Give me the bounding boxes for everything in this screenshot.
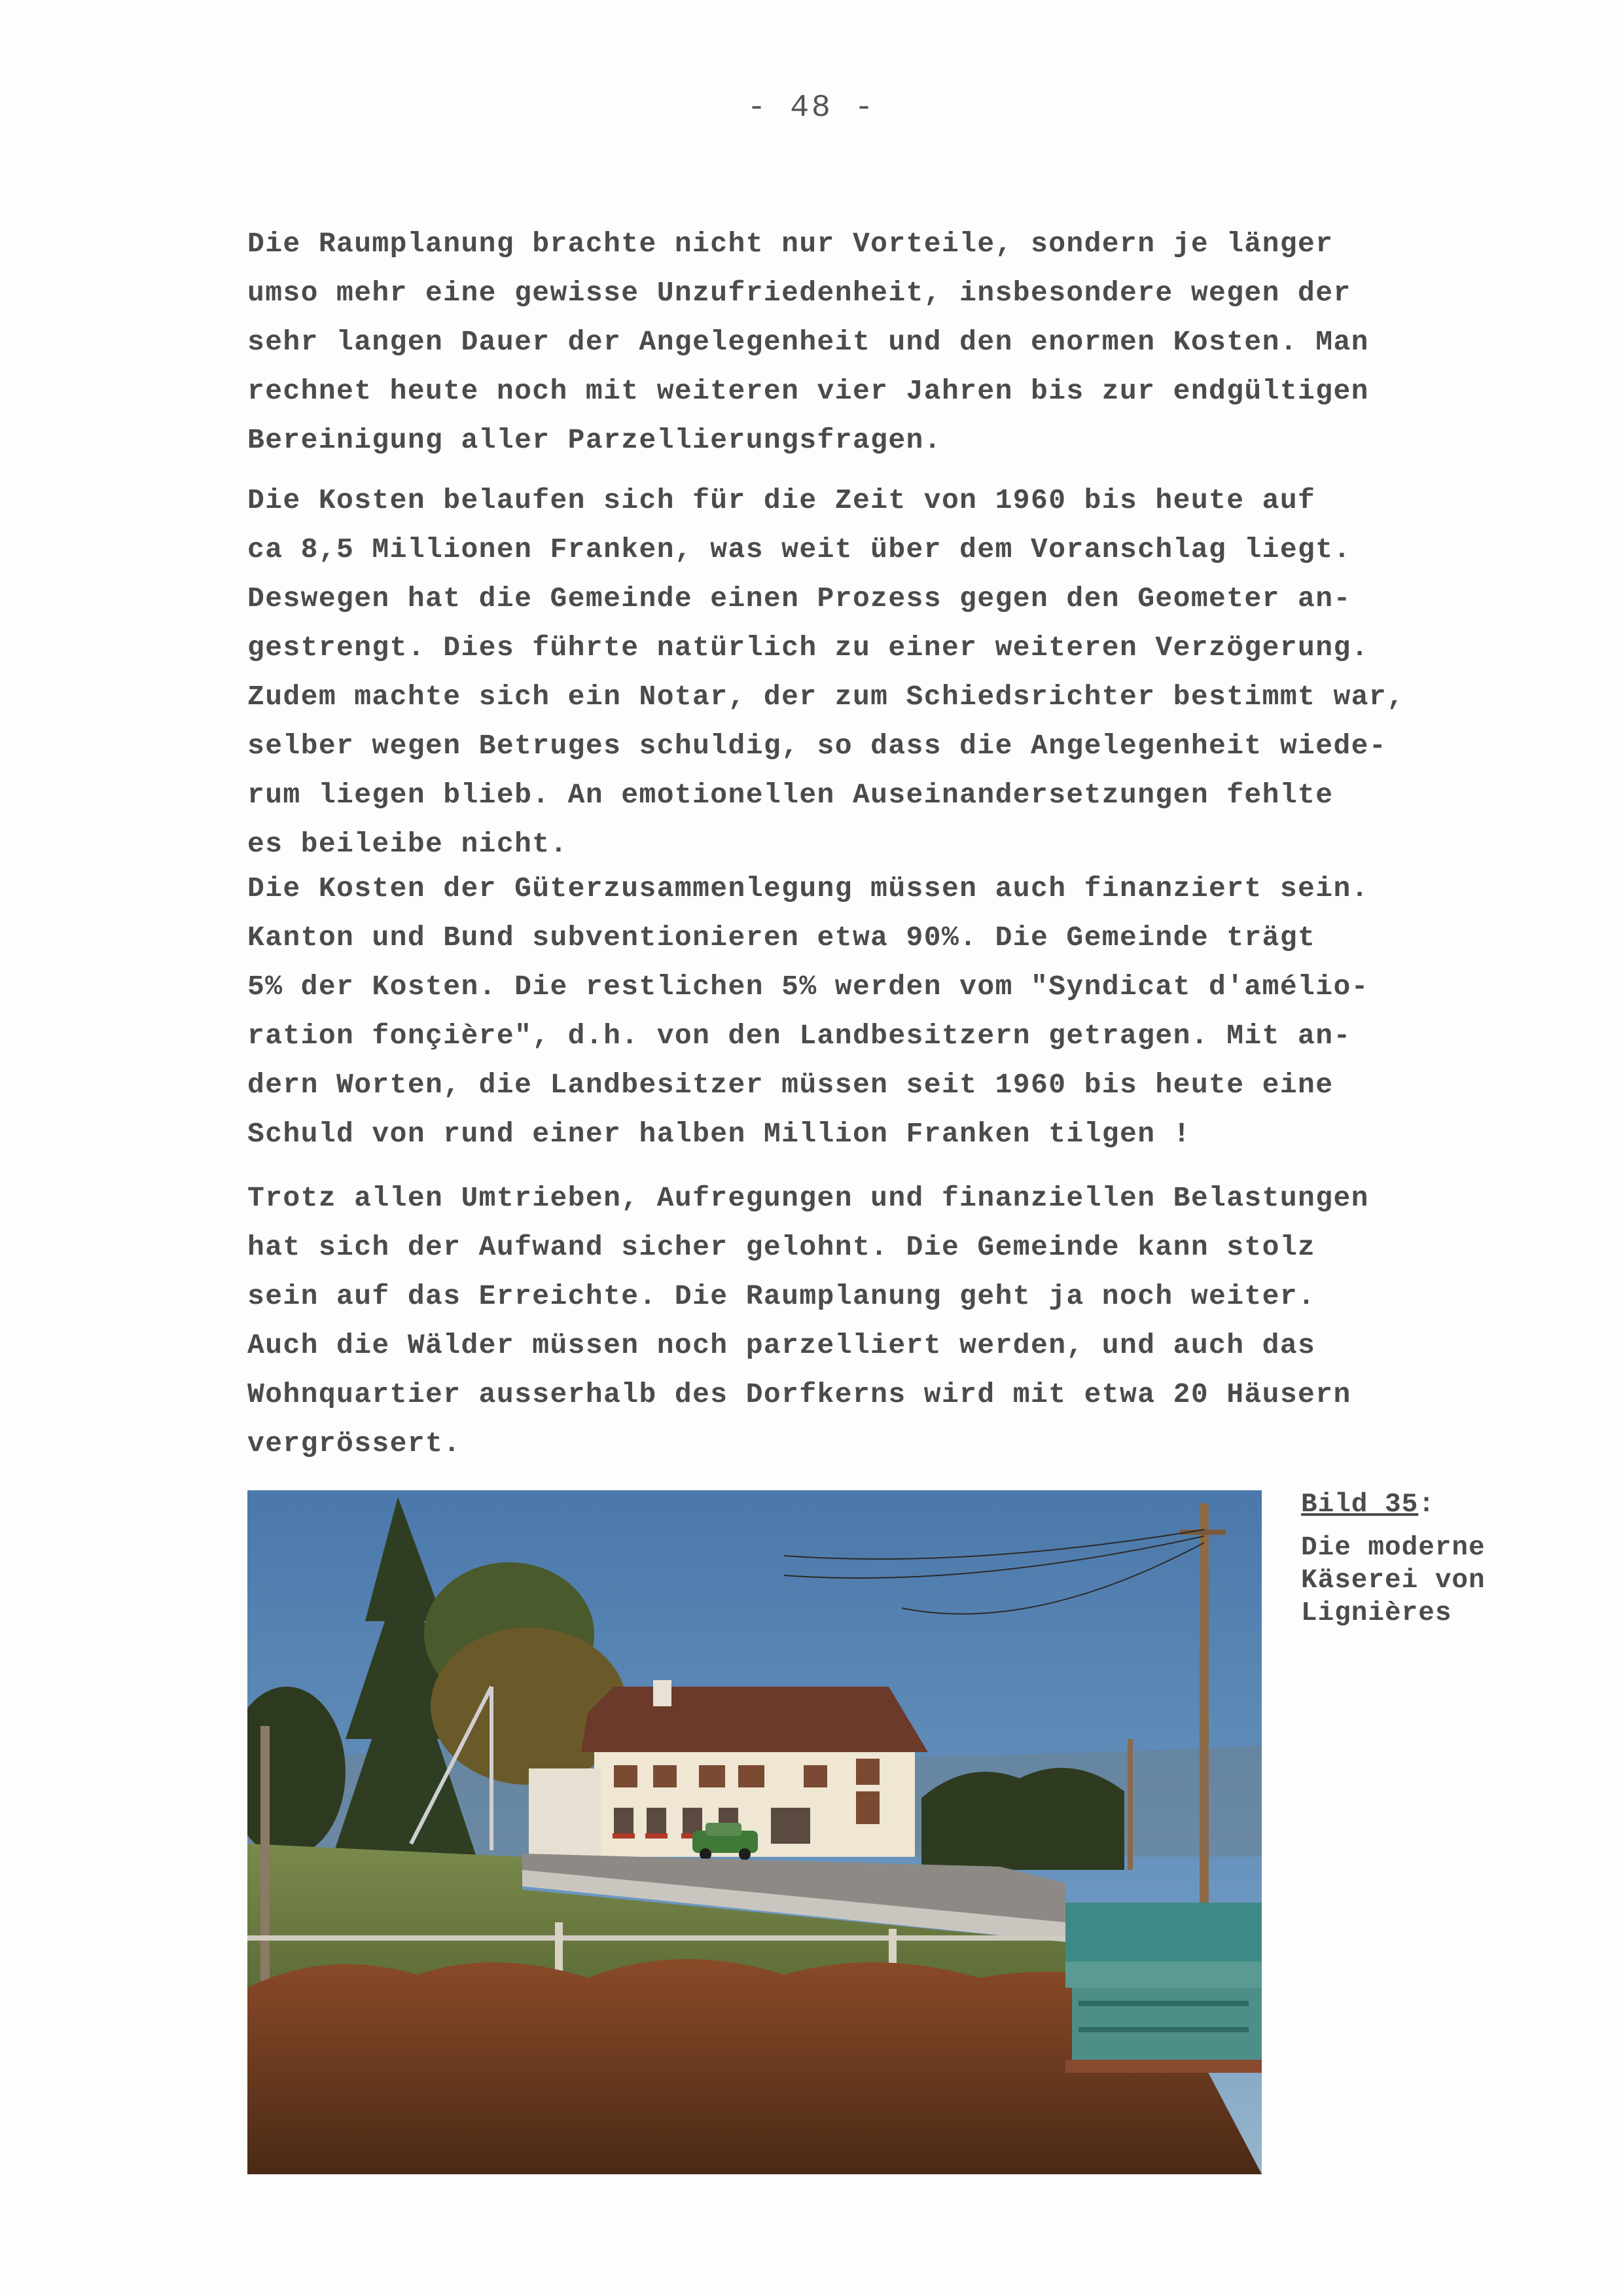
chimney <box>653 1680 671 1706</box>
caption-line: Die moderne <box>1301 1533 1486 1563</box>
paragraph-line: hat sich der Aufwand sicher gelohnt. Die Gemeinde kann stolz <box>247 1231 1316 1263</box>
paragraph-line: sehr langen Dauer der Angelegenheit und den enormen Kosten. Man <box>247 326 1369 358</box>
figure-label-suffix: : <box>1418 1490 1435 1520</box>
paragraph-line: vergrössert. <box>247 1427 461 1460</box>
paragraph-line: Deswegen hat die Gemeinde einen Prozess gegen den Geometer an- <box>247 583 1351 615</box>
utility-pole <box>1200 1503 1209 1922</box>
right-tree-line <box>921 1768 1124 1870</box>
building-roof <box>581 1687 928 1752</box>
paragraph-line: selber wegen Betruges schuldig, so dass die Angelegenheit wiede- <box>247 730 1387 762</box>
paragraph-line: Die Kosten der Güterzusammenlegung müssen auch finanziert sein. <box>247 872 1369 905</box>
paragraph-line: gestrengt. Dies führte natürlich zu einer weiteren Verzögerung. <box>247 632 1369 664</box>
paragraph-line: es beileibe nicht. <box>247 828 568 860</box>
paragraph-3 <box>247 864 1550 1158</box>
paragraph-line: Bereinigung aller Parzellierungsfragen. <box>247 424 942 456</box>
caption-line: Lignières <box>1301 1598 1452 1628</box>
paragraph-line: Zudem machte sich ein Notar, der zum Schiedsrichter bestimmt war, <box>247 681 1405 713</box>
page-number: - 48 - <box>747 90 876 126</box>
paragraph-4 <box>247 1174 1550 1468</box>
distant-pole <box>1128 1739 1133 1870</box>
paragraph-line: rum liegen blieb. An emotionellen Auseinandersetzungen fehlte <box>247 779 1334 811</box>
paragraph-line: Die Kosten belaufen sich für die Zeit von 1960 bis heute auf <box>247 484 1316 516</box>
figure-caption <box>1301 1488 1576 1630</box>
paragraph-2 <box>247 476 1550 869</box>
farm-wagon <box>1065 1903 1262 2073</box>
photo-illustration <box>247 1490 1262 2174</box>
paragraph-line: Kanton und Bund subventionieren etwa 90%. Die Gemeinde trägt <box>247 922 1316 954</box>
paragraph-line: ca 8,5 Millionen Franken, was weit über dem Voranschlag liegt. <box>247 533 1351 565</box>
paragraph-line: umso mehr eine gewisse Unzufriedenheit, insbesondere wegen der <box>247 277 1351 309</box>
caption-text <box>1301 1532 1576 1630</box>
paragraph-line: rechnet heute noch mit weiteren vier Jahren bis zur endgültigen <box>247 375 1369 407</box>
paragraph-line: Schuld von rund einer halben Million Franken tilgen ! <box>247 1118 1191 1150</box>
building-annex <box>529 1768 601 1857</box>
street-lamp <box>490 1687 493 1850</box>
paragraph-line: dern Worten, die Landbesitzer müssen seit 1960 bis heute eine <box>247 1069 1334 1101</box>
paragraph-line: ration fonçière", d.h. von den Landbesitzern getragen. Mit an- <box>247 1020 1351 1052</box>
paragraph-line: Auch die Wälder müssen noch parzelliert werden, und auch das <box>247 1329 1316 1361</box>
paragraph-line: Die Raumplanung brachte nicht nur Vorteile, sondern je länger <box>247 228 1334 260</box>
figure-label-text: Bild 35 <box>1301 1490 1419 1520</box>
paragraph-line: 5% der Kosten. Die restlichen 5% werden vom "Syndicat d'amélio- <box>247 971 1369 1003</box>
caption-line: Käserei von <box>1301 1566 1486 1596</box>
figure-label <box>1301 1488 1435 1521</box>
paragraph-line: sein auf das Erreichte. Die Raumplanung geht ja noch weiter. <box>247 1280 1316 1312</box>
paragraph-1 <box>247 219 1550 465</box>
cheese-dairy-photo <box>247 1490 1262 2174</box>
paragraph-line: Trotz allen Umtrieben, Aufregungen und finanziellen Belastungen <box>247 1182 1369 1214</box>
paragraph-line: Wohnquartier ausserhalb des Dorfkerns wird mit etwa 20 Häusern <box>247 1378 1351 1410</box>
